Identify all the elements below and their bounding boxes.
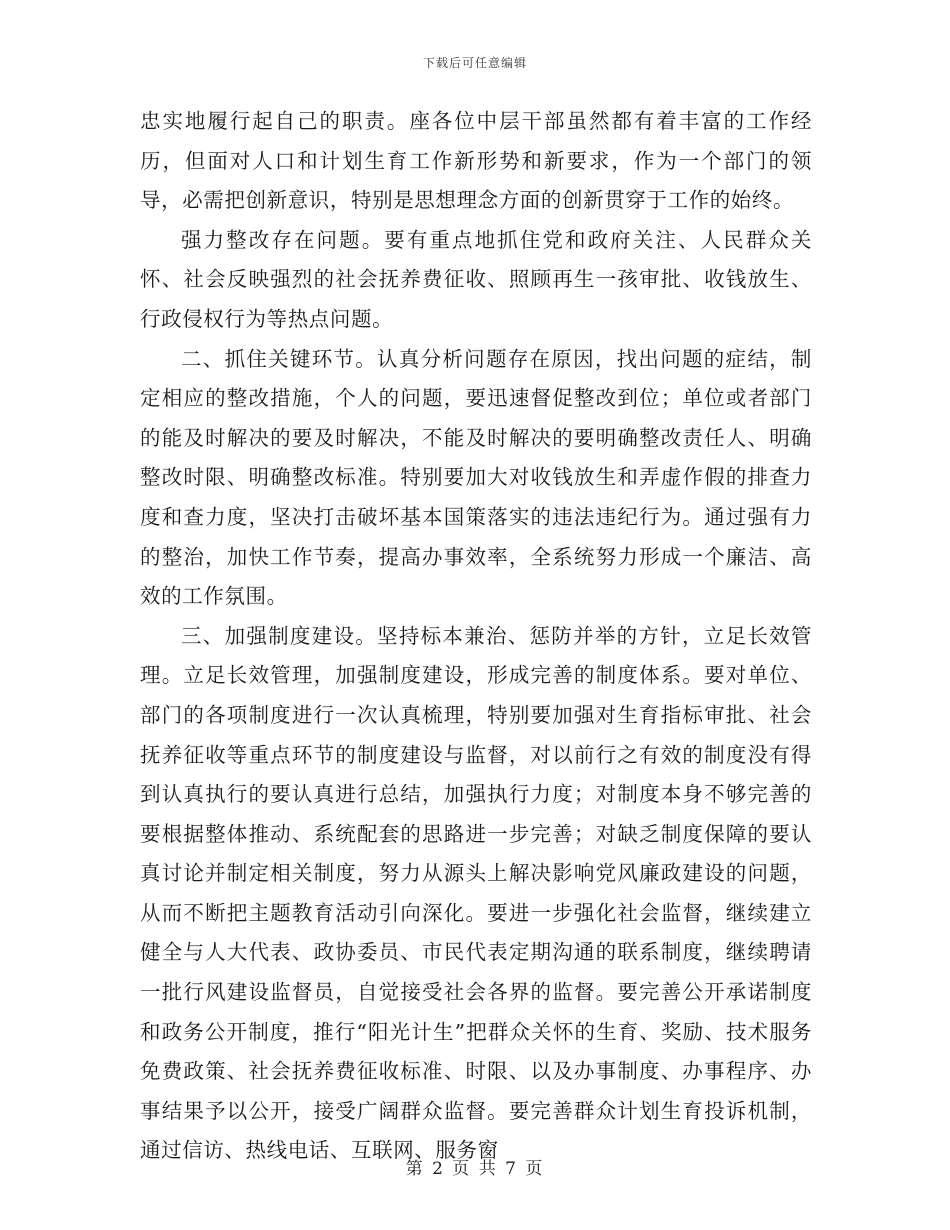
page-number-footer: 第 2 页 共 7 页 [405, 1159, 545, 1179]
paragraph-system-building: 三、加强制度建设。坚持标本兼治、惩防并举的方针，立足长效管理。立足长效管理，加强制度建设，形成完善的制度体系。要对单位、部门的各项制度进行一次认真梳理，特别要加强对生育指标审批、社会抚养征收等重点环节的制度建设与监督，对以前行之有效的制度没有得到认真执行的要认真进行总结，加强执行力度；对制度本身不够完善的要根据整体推动、系统配套的思路进一步完善；对缺乏制度保障的要认真讨论并制定相关制度，努力从源头上解决影响党风廉政建设的问题，从而不断把主题教育活动引向深化。要进一步强化社会监督，继续建立健全与人大代表、政协委员、市民代表定期沟通的联系制度，继续聘请一批行风建设监督员，自觉接受社会各界的监督。要完善公开承诺制度和政务公开制度，推行“阳光计生”把群众关怀的生育、奖励、技术服务免费政策、社会抚养费征收标准、时限、以及办事制度、办事程序、办事结果予以公开，接受广阔群众监督。要完善群众计划生育投诉机制，通过信访、热线电话、互联网、服务窗 [140, 623, 812, 1163]
paragraph-rectify-problems: 强力整改存在问题。要有重点地抓住党和政府关注、人民群众关怀、社会反映强烈的社会抚养费征收、照顾再生一孩审批、收钱放生、行政侵权行为等热点问题。 [140, 227, 812, 331]
page-header: 下载后可任意编辑 [422, 56, 527, 70]
paragraph-continuation: 忠实地履行起自己的职责。座各位中层干部虽然都有着丰富的工作经历，但面对人口和计划生育工作新形势和新要求，作为一个部门的领导，必需把创新意识，特别是思想理念方面的创新贯穿于工作的始终。 [140, 109, 812, 213]
document-body [140, 102, 812, 1171]
paragraph-key-links: 二、抓住关键环节。认真分析问题存在原因，找出问题的症结，制定相应的整改措施，个人的问题，要迅速督促整改到位；单位或者部门的能及时解决的要及时解决，不能及时解决的要明确整改责任人、明确整改时限、明确整改标准。特别要加大对收钱放生和弄虚作假的排查力度和查力度，坚决打击破坏基本国策落实的违法违纪行为。通过强有力的整治，加快工作节奏，提高办事效率，全系统努力形成一个廉洁、高效的工作氛围。 [140, 346, 812, 609]
